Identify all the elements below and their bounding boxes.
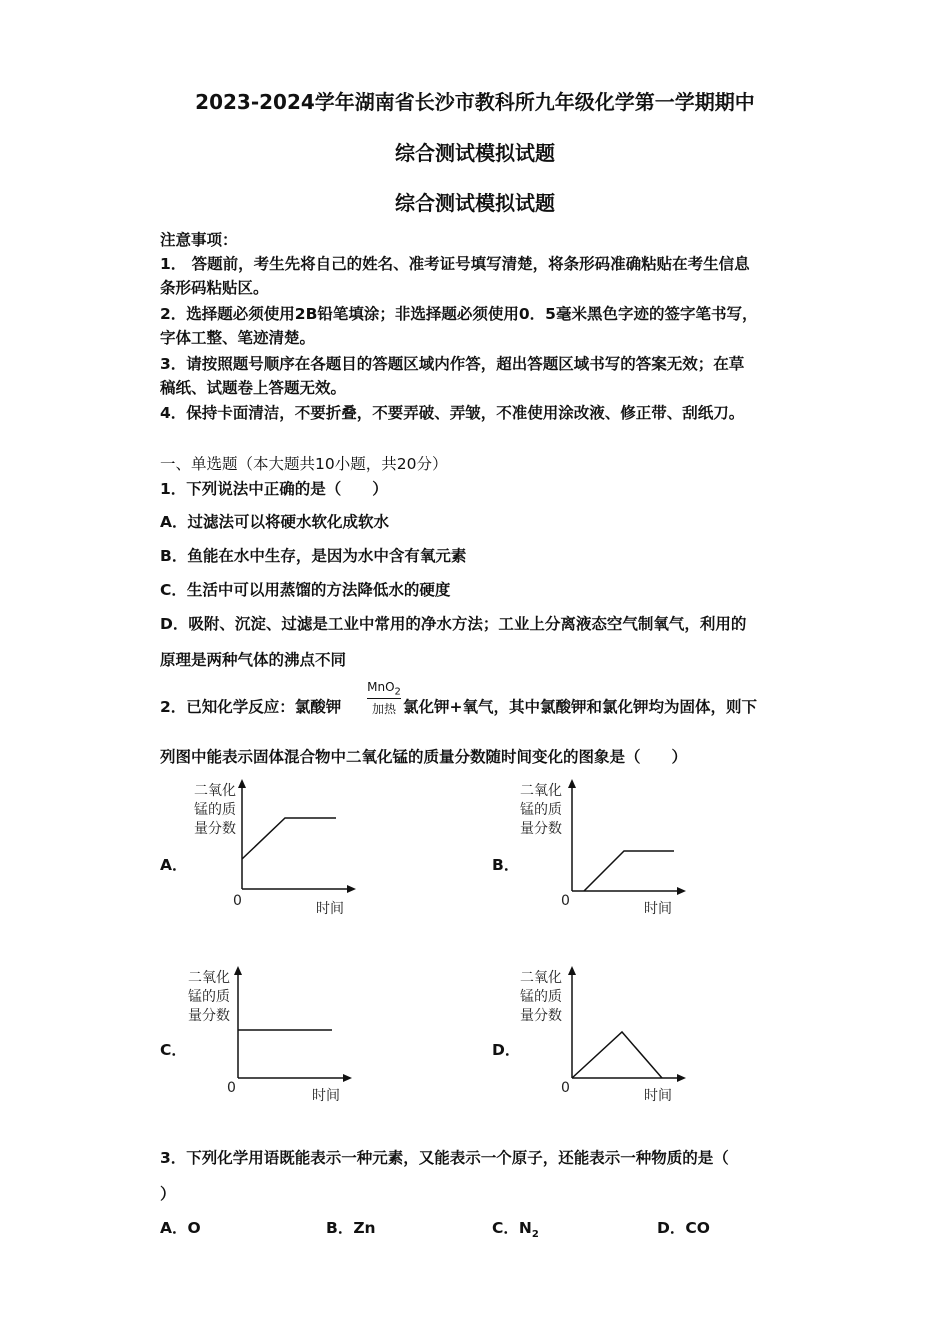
reaction-condition-heat: 加热 [371,702,396,717]
graph-c-y-arrow [234,966,242,975]
notice-line: 条形码粘贴区。 [160,279,269,297]
question-1-option-a: A．过滤法可以将硬水软化成软水 [160,513,389,531]
graph-a-xlabel: 时间 [316,901,344,917]
page-title: 2023-2024学年湖南省长沙市教科所九年级化学第一学期期中 [195,90,755,114]
graph-b-origin: 0 [561,893,570,909]
question-3-option-c-text: C．N [492,1219,532,1237]
graph-b [510,775,710,929]
question-2-option-d-label: D． [492,1041,521,1059]
question-3-option-a: A．O [160,1219,201,1237]
page-subtitle-repeat: 综合测试模拟试题 [395,191,555,215]
catalyst-formula: MnO [367,680,395,694]
notice-line: 3．请按照题号顺序在各题目的答题区域内作答，超出答题区域书写的答案无效；在草 [160,355,745,373]
graph-d [510,962,710,1116]
notice-line: 稿纸、试题卷上答题无效。 [160,379,347,397]
graph-d-curve [572,1032,662,1078]
graph-c-origin: 0 [227,1080,236,1096]
graph-b-xlabel: 时间 [644,901,672,917]
question-2-option-c-label: C． [160,1041,187,1059]
question-1-option-d: D．吸附、沉淀、过滤是工业中常用的净水方法；工业上分离液态空气制氧气，利用的 [160,615,747,633]
graph-c-ylabel: 锰的质 [188,989,230,1005]
graph-a-ylabel: 锰的质 [194,802,236,818]
question-3-option-b: B．Zn [326,1219,376,1237]
question-3-option-c-subscript: 2 [531,1229,539,1241]
catalyst-subscript: 2 [394,686,401,698]
graph-d-ylabel: 锰的质 [520,989,562,1005]
graph-a-ylabel: 二氧化 [194,783,236,799]
graph-d-ylabel: 二氧化 [520,970,562,986]
graph-c-ylabel: 二氧化 [188,970,230,986]
question-2-option-a-label: A． [160,856,188,874]
graph-d-y-arrow [568,966,576,975]
question-3-stem-cont: ） [160,1185,176,1203]
notice-line: 字体工整、笔迹清楚。 [160,329,316,347]
question-3-option-c [492,1216,539,1240]
graph-a-ylabel: 量分数 [194,821,236,837]
question-2-stem-pre: 2．已知化学反应：氯酸钾 [160,698,342,716]
graph-d-xlabel: 时间 [644,1088,672,1104]
section-heading: 一、单选题（本大题共10小题，共20分） [160,455,448,473]
graph-a-origin: 0 [233,893,242,909]
question-1-option-c: C．生活中可以用蒸馏的方法降低水的硬度 [160,581,451,599]
graph-b-ylabel: 二氧化 [520,783,562,799]
notice-heading: 注意事项： [160,231,238,249]
graph-d-origin: 0 [561,1080,570,1096]
graph-c-xlabel: 时间 [312,1088,340,1104]
reaction-condition [367,680,401,717]
question-1-option-d-cont: 原理是两种气体的沸点不同 [160,651,347,669]
question-3-option-d: D．CO [657,1219,710,1237]
notice-line: 1． 答题前，考生先将自己的姓名、准考证号填写清楚，将条形码准确粘贴在考生信息 [160,255,750,273]
page-subtitle: 综合测试模拟试题 [395,141,555,165]
graph-d-ylabel: 量分数 [520,1008,562,1024]
graph-a [180,775,380,929]
notice-line: 2．选择题必须使用2B铅笔填涂；非选择题必须使用0．5毫米黑色字迹的签字笔书写， [160,305,758,323]
graph-a-curve [242,818,336,859]
graph-d-x-arrow [677,1074,686,1082]
graph-c [176,962,376,1116]
question-2-stem-line2: 列图中能表示固体混合物中二氧化锰的质量分数随时间变化的图象是（ ） [160,748,688,766]
notice-line: 4．保持卡面清洁，不要折叠，不要弄破、弄皱，不准使用涂改液、修正带、刮纸刀。 [160,404,745,422]
graph-b-ylabel: 锰的质 [520,802,562,818]
graph-a-x-arrow [347,885,356,893]
question-2-option-b-label: B． [492,856,520,874]
question-2-stem-post: 氯化钾+氧气，其中氯酸钾和氯化钾均为固体，则下 [403,698,757,716]
graph-b-curve [584,851,674,891]
graph-b-y-arrow [568,779,576,788]
question-1-option-b: B．鱼能在水中生存，是因为水中含有氧元素 [160,547,467,565]
reaction-arrow [367,698,401,699]
graph-a-y-arrow [238,779,246,788]
graph-c-x-arrow [343,1074,352,1082]
graph-b-x-arrow [677,887,686,895]
question-3-stem: 3．下列化学用语既能表示一种元素，又能表示一个原子，还能表示一种物质的是（ [160,1149,729,1167]
graph-c-ylabel: 量分数 [188,1008,230,1024]
question-1-stem: 1．下列说法中正确的是（ ） [160,480,388,498]
graph-b-ylabel: 量分数 [520,821,562,837]
